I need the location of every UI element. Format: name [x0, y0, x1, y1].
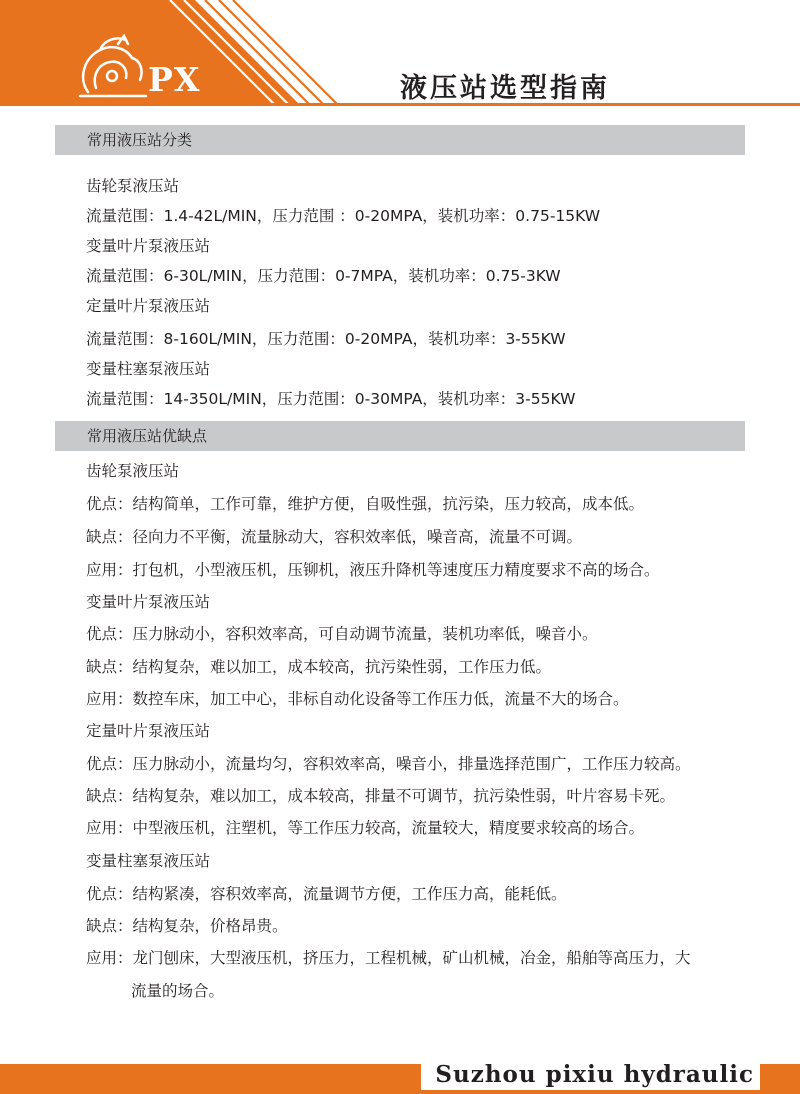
application-line: 应用：打包机，小型液压机，压铆机，液压升降机等速度压力精度要求不高的场合。: [86, 561, 660, 579]
pump-type-fixed-vane: 定量叶片泵液压站: [86, 297, 211, 315]
disadvantages-line: 缺点：结构复杂，难以加工，成本较高，排量不可调节，抗污染性弱，叶片容易卡死。: [86, 787, 676, 805]
section-heading-pros-cons: 常用液压站优缺点: [55, 421, 745, 451]
advantages-line: 优点：压力脉动小，流量均匀，容积效率高，噪音小，排量选择范围广，工作压力较高。: [86, 755, 691, 773]
brand-logo-text: PX: [148, 60, 201, 99]
advantages-line: 优点：结构简单，工作可靠，维护方便，自吸性强，抗污染，压力较高，成本低。: [86, 495, 645, 513]
page-header: [0, 0, 800, 118]
pump-type-variable-vane: 变量叶片泵液压站: [86, 593, 211, 611]
pump-type-variable-piston: 变量柱塞泵液压站: [86, 360, 211, 378]
advantages-line: 优点：结构紧凑，容积效率高，流量调节方便，工作压力高，能耗低。: [86, 885, 567, 903]
pump-type-variable-piston: 变量柱塞泵液压站: [86, 852, 211, 870]
pump-type-gear: 齿轮泵液压站: [86, 462, 180, 480]
pump-type-fixed-vane: 定量叶片泵液压站: [86, 722, 211, 740]
application-line: 应用：龙门刨床，大型液压机，挤压力，工程机械，矿山机械，冶金，船舶等高压力，大: [86, 949, 691, 967]
application-line-continued: 流量的场合。: [131, 982, 225, 1000]
spec-line: 流量范围：6-30L/MIN，压力范围：0-7MPA，装机功率：0.75-3KW: [86, 267, 561, 285]
pump-type-gear: 齿轮泵液压站: [86, 177, 180, 195]
advantages-line: 优点：压力脉动小，容积效率高，可自动调节流量，装机功率低，噪音小。: [86, 625, 598, 643]
document-title: 液压站选型指南: [400, 73, 610, 104]
spec-line: 流量范围：1.4-42L/MIN，压力范围 ：0-20MPA，装机功率：0.75-15KW: [86, 207, 601, 225]
disadvantages-line: 缺点：结构复杂，难以加工，成本较高，抗污染性弱，工作压力低。: [86, 658, 552, 676]
disadvantages-line: 缺点：径向力不平衡，流量脉动大，容积效率低，噪音高，流量不可调。: [86, 528, 583, 546]
application-line: 应用：数控车床，加工中心，非标自动化设备等工作压力低，流量不大的场合。: [86, 690, 629, 708]
pump-type-variable-vane: 变量叶片泵液压站: [86, 237, 211, 255]
footer-company-name: Suzhou pixiu hydraulic: [421, 1060, 760, 1090]
section-heading-classification: 常用液压站分类: [55, 125, 745, 155]
application-line: 应用：中型液压机，注塑机，等工作压力较高，流量较大，精度要求较高的场合。: [86, 819, 645, 837]
disadvantages-line: 缺点：结构复杂，价格昂贵。: [86, 917, 288, 935]
spec-line: 流量范围：8-160L/MIN，压力范围：0-20MPA，装机功率：3-55KW: [86, 330, 566, 348]
spec-line: 流量范围：14-350L/MIN，压力范围：0-30MPA，装机功率：3-55KW: [86, 390, 576, 408]
